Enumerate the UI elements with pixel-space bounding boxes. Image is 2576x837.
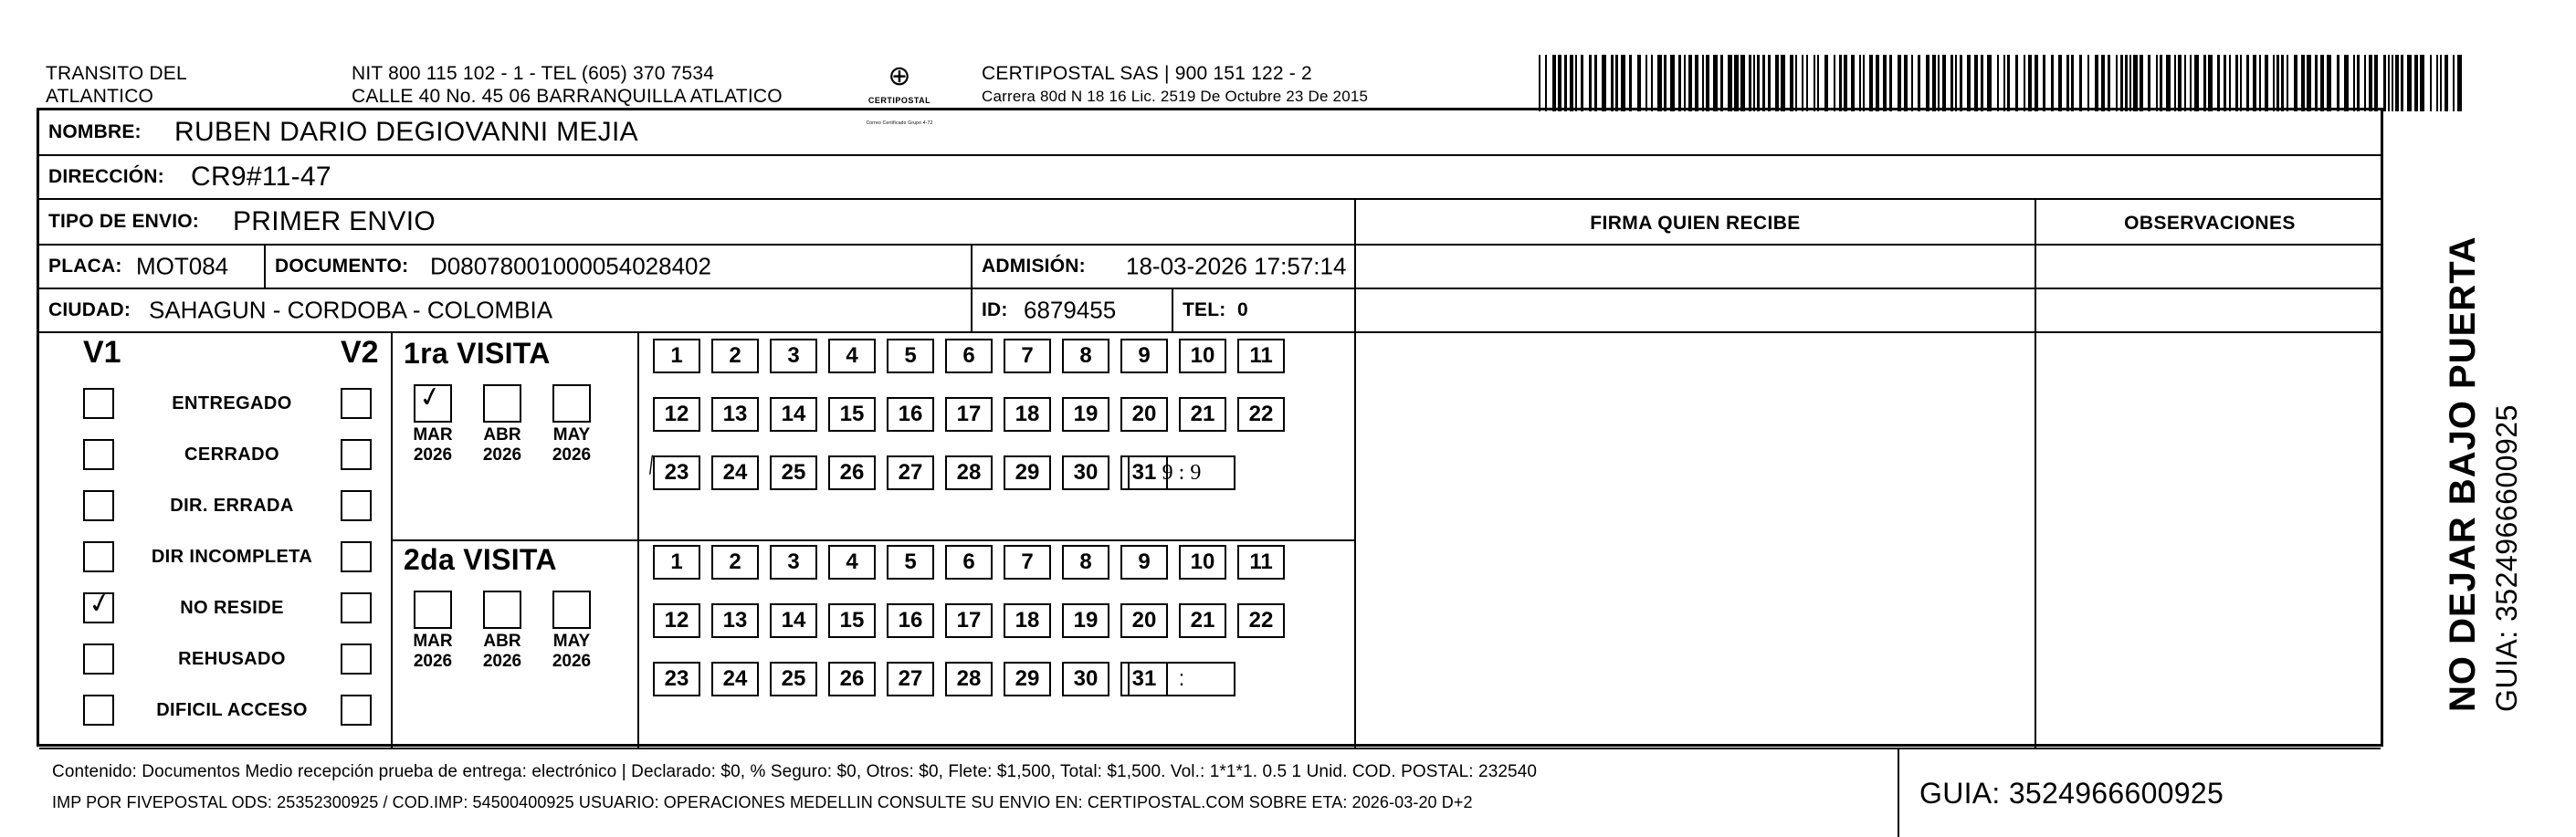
ciudad-label: CIUDAD: (48, 299, 131, 320)
month-checkbox[interactable] (414, 380, 452, 423)
day-cell[interactable]: 29 (1004, 455, 1051, 490)
ciudad-value: SAHAGUN - CORDOBA - COLOMBIA (149, 296, 553, 324)
causal-option-row (39, 691, 391, 731)
visit-day-grid (644, 339, 1347, 530)
tel-label: TEL: (1183, 299, 1226, 320)
day-cell[interactable]: 8 (1062, 339, 1109, 373)
label-main-box (37, 108, 2383, 811)
tel-value: 0 (1237, 299, 1248, 320)
v1-checkbox[interactable] (83, 643, 114, 675)
day-cell[interactable]: 30 (1062, 662, 1109, 696)
divider (391, 539, 1354, 541)
day-cell[interactable]: 29 (1004, 662, 1051, 696)
day-cell[interactable]: 22 (1237, 397, 1285, 432)
v1-checkbox[interactable] (83, 439, 114, 470)
causal-option-label: NO RESIDE (180, 598, 284, 618)
documento-label: DOCUMENTO: (275, 256, 409, 277)
day-cell[interactable]: 2 (711, 545, 759, 580)
tipo-envio-label: TIPO DE ENVIO: (48, 211, 199, 232)
day-cell[interactable]: 4 (828, 339, 876, 373)
day-cell[interactable]: 7 (1004, 339, 1051, 373)
day-cell[interactable]: 19 (1062, 397, 1109, 432)
visit-month[interactable] (477, 384, 528, 466)
visit-block (391, 543, 637, 671)
cert-line-2: Carrera 80d N 18 16 Lic. 2519 De Octubre 23 De 2015 (982, 88, 1369, 105)
v1-checkbox[interactable] (83, 388, 114, 419)
visit-month[interactable] (546, 384, 597, 466)
firma-panel[interactable] (1354, 200, 2035, 748)
origin-block (46, 62, 187, 108)
row-direccion (39, 156, 2381, 200)
v2-checkbox[interactable] (341, 592, 372, 623)
visit-time-box[interactable]: : (1128, 662, 1235, 696)
causal-option-label: ENTREGADO (172, 393, 292, 413)
day-cell[interactable]: 5 (887, 545, 934, 580)
nombre-label: NOMBRE: (48, 121, 142, 142)
visit-month[interactable] (546, 591, 597, 672)
month-name: MAR (413, 425, 453, 445)
day-cell[interactable]: 12 (653, 603, 700, 638)
day-cell[interactable]: 9 (1120, 545, 1168, 580)
day-cell[interactable]: 31 (1120, 662, 1168, 696)
certipostal-block (982, 62, 1368, 108)
day-cell[interactable]: 25 (770, 662, 817, 696)
footer-line-1: Contenido: Documentos Medio recepción prueba de entrega: electrónico | Declarado: $0, % Seguro: $0, Otros: $0, Flete: $1,500, Total: $1,500. Vol.: 1*1*1. 0.5 1 Unid. COD. POSTAL: 232540 (52, 762, 1538, 781)
day-cell[interactable]: 30 (1062, 455, 1109, 490)
footer-line-2: IMP POR FIVEPOSTAL ODS: 25352300925 / COD.IMP: 54500400925 USUARIO: OPERACIONES MEDELLIN CONSULTE SU ENVIO EN: CERTIPOSTAL.COM SOBRE ETA: 2026-03-20 D+2 (52, 793, 1473, 811)
documento-value: D08078001000054028402 (430, 252, 711, 280)
day-cell[interactable]: 1 (653, 545, 700, 580)
day-cell[interactable]: 23 (653, 455, 700, 490)
guia-box (1898, 749, 2383, 837)
causal-option-row (39, 586, 391, 629)
day-cell[interactable]: 26 (828, 662, 876, 696)
causal-option-label: REHUSADO (178, 649, 286, 669)
direccion-label: DIRECCIÓN: (48, 166, 164, 187)
v2-checkbox[interactable] (341, 439, 372, 470)
causal-option-row (39, 640, 391, 680)
visit-month[interactable] (407, 380, 458, 466)
day-cell[interactable]: 15 (828, 397, 876, 432)
visit-time-box[interactable]: 9 : 9 (1128, 455, 1235, 490)
placa-value: MOT084 (136, 252, 229, 280)
nit-block (352, 62, 783, 108)
v2-header: V2 (341, 335, 379, 370)
day-cell[interactable]: 7 (1004, 545, 1051, 580)
visit-title: 1ra VISITA (404, 337, 551, 370)
observaciones-panel[interactable] (2035, 200, 2383, 748)
causal-option-label: CERRADO (184, 445, 279, 465)
day-cell[interactable]: 6 (945, 545, 993, 580)
month-checkbox[interactable] (483, 591, 521, 629)
causales-block (39, 333, 391, 748)
id-label: ID: (982, 299, 1008, 320)
day-cell[interactable]: 24 (711, 662, 759, 696)
visit-month[interactable] (477, 591, 528, 672)
day-cell[interactable]: 8 (1062, 545, 1109, 580)
day-cell[interactable]: 17 (945, 397, 993, 432)
causal-option-label: DIFICIL ACCESO (156, 700, 308, 720)
v1-checkbox[interactable] (83, 695, 114, 726)
month-year: 2026 (552, 445, 592, 465)
day-cell[interactable]: 4 (828, 545, 876, 580)
month-year: 2026 (482, 652, 522, 671)
day-mark-icon: / (644, 449, 658, 481)
day-cell[interactable]: 3 (770, 545, 817, 580)
v1-checkbox[interactable] (83, 541, 114, 572)
day-cell[interactable]: 13 (711, 397, 759, 432)
nombre-value: RUBEN DARIO DEGIOVANNI MEJIA (174, 117, 638, 147)
day-cell[interactable]: 10 (1179, 339, 1226, 373)
logo-mark-icon: ⊕ (888, 61, 911, 91)
document-header (37, 16, 2502, 126)
day-cell[interactable]: 14 (770, 603, 817, 638)
placa-label: PLACA: (48, 256, 122, 277)
month-checkbox[interactable] (552, 591, 591, 629)
day-cell[interactable]: 14 (770, 397, 817, 432)
v2-checkbox[interactable] (341, 541, 372, 572)
month-name: MAY (552, 425, 591, 445)
day-cell[interactable]: 18 (1004, 397, 1051, 432)
causal-option-row (39, 538, 391, 578)
month-checkbox[interactable] (483, 384, 521, 423)
divider (971, 289, 973, 333)
month-name: ABR (483, 425, 521, 445)
day-cell[interactable]: 18 (1004, 603, 1051, 638)
visit-day-grid (653, 545, 1347, 737)
day-cell[interactable]: 13 (711, 603, 759, 638)
v1-checkbox[interactable] (83, 586, 115, 623)
v2-checkbox[interactable] (341, 490, 372, 521)
day-cell[interactable]: 1 (653, 339, 700, 373)
causal-option-row (39, 384, 391, 424)
day-cell[interactable]: 11 (1237, 545, 1285, 580)
day-cell[interactable]: 24 (711, 455, 759, 490)
month-name: MAY (552, 632, 591, 651)
day-cell[interactable]: 16 (887, 603, 934, 638)
side-notice-line-1: NO DEJAR BAJO PUERTA (2443, 235, 2483, 712)
visit-title: 2da VISITA (404, 543, 557, 576)
origin-line-2: ATLANTICO (46, 86, 154, 107)
month-year: 2026 (413, 445, 453, 465)
logo-subtext: Correo Certificado Grupo 4-72 (866, 120, 933, 126)
guia-label: GUIA: 3524966600925 (1919, 777, 2224, 810)
day-cell[interactable]: 22 (1237, 603, 1285, 638)
check-mark-icon: ✓ (85, 586, 115, 622)
month-year: 2026 (552, 652, 592, 671)
observaciones-title: OBSERVACIONES (2124, 213, 2296, 234)
day-cell[interactable]: 11 (1237, 339, 1285, 373)
day-cell[interactable]: 17 (945, 603, 993, 638)
divider (1172, 289, 1173, 333)
check-mark-icon: ✓ (415, 380, 446, 415)
direccion-value: CR9#11-47 (191, 162, 331, 192)
v2-checkbox[interactable] (341, 643, 372, 675)
day-cell[interactable]: 26 (828, 455, 876, 490)
v2-checkbox[interactable] (341, 695, 372, 726)
day-cell[interactable]: 21 (1179, 397, 1226, 432)
day-cell[interactable]: 20 (1120, 397, 1168, 432)
day-cell[interactable]: 21 (1179, 603, 1226, 638)
day-cell[interactable]: 6 (945, 339, 993, 373)
v2-checkbox[interactable] (341, 388, 372, 419)
causal-option-label: DIR. ERRADA (170, 496, 294, 516)
day-cell[interactable]: 16 (887, 397, 934, 432)
day-cell[interactable]: 23 (653, 662, 700, 696)
month-year: 2026 (413, 652, 453, 671)
day-cell[interactable]: 3 (770, 339, 817, 373)
origin-line-1: TRANSITO DEL (46, 63, 187, 84)
month-checkbox[interactable] (552, 384, 591, 423)
divider (264, 246, 266, 289)
day-cell[interactable]: 15 (828, 603, 876, 638)
day-cell[interactable]: 28 (945, 455, 993, 490)
admision-label: ADMISIÓN: (982, 256, 1086, 277)
side-notice-line-2: GUIA: 3524966600925 (2490, 404, 2523, 712)
month-year: 2026 (482, 445, 522, 465)
day-cell[interactable]: 28 (945, 662, 993, 696)
causal-option-row (39, 487, 391, 527)
month-name: MAR (413, 632, 453, 651)
day-cell[interactable]: 20 (1120, 603, 1168, 638)
day-cell[interactable]: 25 (770, 455, 817, 490)
row-nombre (39, 110, 2381, 156)
admision-value: 18-03-2026 17:57:14 (1126, 252, 1347, 280)
day-cell[interactable]: 27 (887, 455, 934, 490)
v1-header: V1 (83, 335, 121, 370)
visit-block (391, 337, 637, 465)
month-checkbox[interactable] (414, 591, 452, 629)
logo-text: CERTIPOSTAL (867, 96, 931, 105)
day-cell[interactable]: 10 (1179, 545, 1226, 580)
causal-option-label: DIR INCOMPLETA (151, 547, 313, 567)
barcode (1539, 55, 2470, 111)
nit-line-1: NIT 800 115 102 - 1 - TEL (605) 370 7534 (352, 63, 715, 84)
nit-line-2: CALLE 40 No. 45 06 BARRANQUILLA ATLATICO (352, 86, 783, 107)
day-cell[interactable]: 5 (887, 339, 934, 373)
day-cell[interactable]: 27 (887, 662, 934, 696)
firma-title: FIRMA QUIEN RECIBE (1590, 213, 1801, 234)
month-name: ABR (483, 632, 521, 651)
side-notice (2388, 110, 2561, 739)
tipo-envio-value: PRIMER ENVIO (233, 206, 436, 236)
cert-line-1: CERTIPOSTAL SAS | 900 151 122 - 2 (982, 63, 1312, 84)
v1-checkbox[interactable] (83, 490, 114, 521)
day-cell[interactable]: 31 (1120, 455, 1168, 490)
day-cell[interactable]: 12 (653, 397, 700, 432)
divider (971, 246, 973, 289)
causal-option-row (39, 435, 391, 476)
day-cell[interactable]: 19 (1062, 603, 1109, 638)
id-value: 6879455 (1024, 296, 1117, 324)
visit-month[interactable] (407, 591, 458, 672)
day-cell[interactable]: 9 (1120, 339, 1168, 373)
day-cell[interactable]: 2 (711, 339, 759, 373)
